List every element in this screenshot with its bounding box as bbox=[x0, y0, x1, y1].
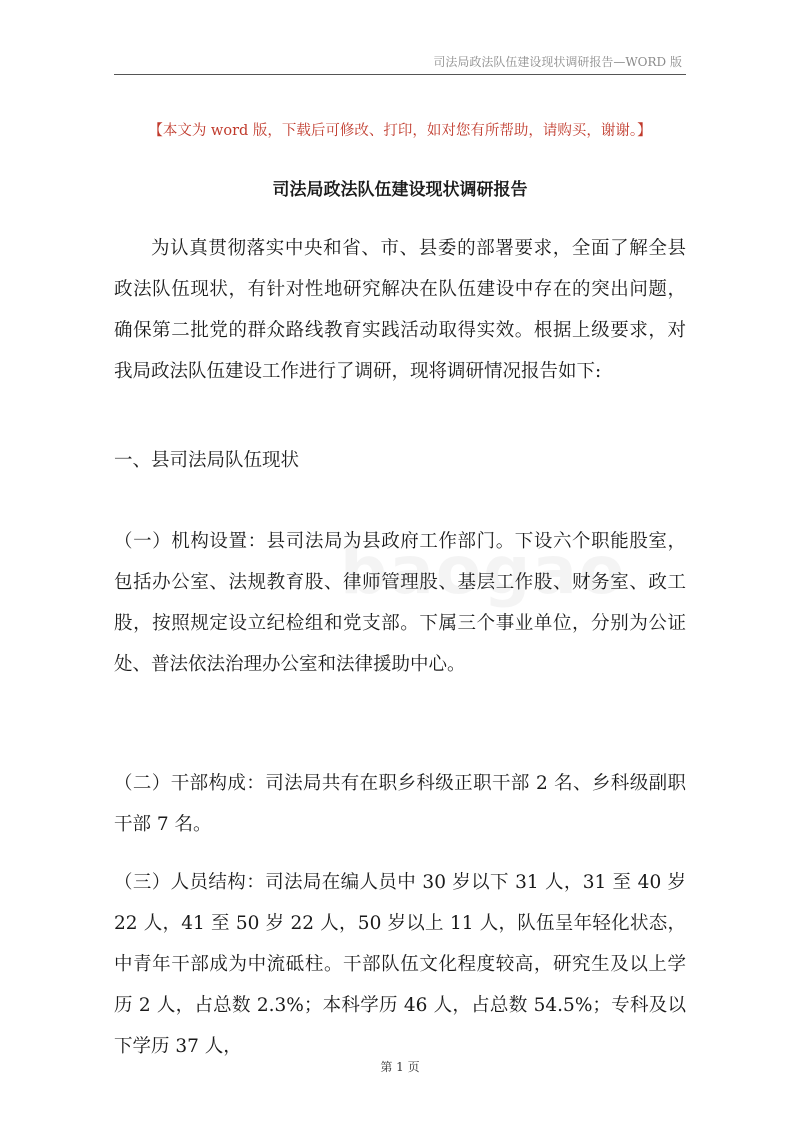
section-heading: 一、县司法局队伍现状 bbox=[114, 450, 300, 471]
running-header: 司法局政法队伍建设现状调研报告—WORD 版 bbox=[433, 55, 682, 69]
document-title: 司法局政法队伍建设现状调研报告 bbox=[272, 180, 528, 200]
intro-paragraph: 为认真贯彻落实中央和省、市、县委的部署要求，全面了解全县政法队伍现状，有针对性地研究解决在队伍建设中存在的突出问题，确保第二批党的群众路线教育实践活动取得实效。根据上级要求，对我局政法队伍建设工作进行了调研，现将调研情况报告如下: bbox=[114, 238, 686, 382]
purchase-notice: 【本文为 word 版，下载后可修改、打印，如对您有所帮助，请购买，谢谢。】 bbox=[148, 123, 652, 139]
paragraph-cadre-composition: （二）干部构成：司法局共有在职乡科级正职干部 2 名、乡科级副职干部 7 名。 bbox=[114, 773, 686, 835]
header-divider bbox=[114, 74, 686, 75]
paragraph-personnel-structure: （三）人员结构：司法局在编人员中 30 岁以下 31 人，31 至 40 岁 22 人，41 至 50 岁 22 人，50 岁以上 11 人，队伍呈年轻化状态，中青年干部成为中流砥柱。干部队伍文化程度较高，研究生及以上学历 2 人，占总数 2.3%；本科学历 46 人，占总数 54.5%；专科及以下学历 37 人， bbox=[114, 872, 686, 1057]
page-number: 第 1 页 bbox=[380, 1060, 420, 1074]
paragraph-organization: （一）机构设置：县司法局为县政府工作部门。下设六个职能股室，包括办公室、法规教育股、律师管理股、基层工作股、财务室、政工股，按照规定设立纪检组和党支部。下属三个事业单位，分别为公证处、普法依法治理办公室和法律援助中心。 bbox=[114, 531, 686, 675]
